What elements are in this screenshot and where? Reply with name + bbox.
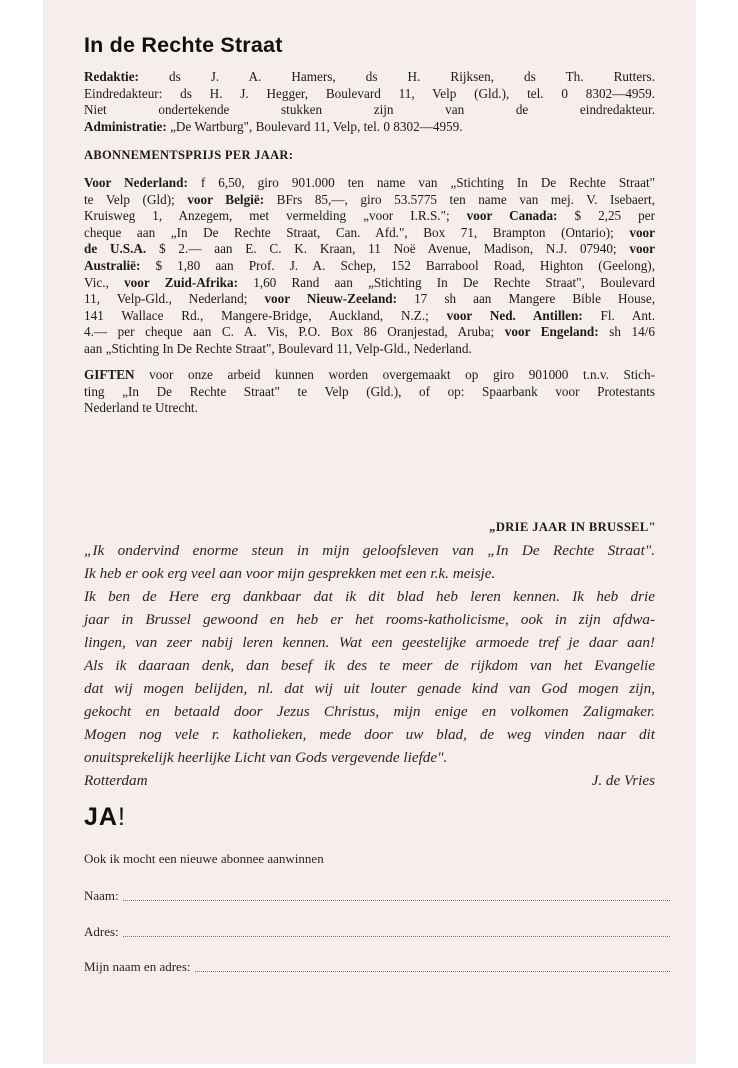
subscription-line (84, 291, 655, 308)
colophon (84, 69, 655, 135)
bold-label: voor Canada: (466, 208, 558, 224)
testimonial-line: gekocht en betaald door Jezus Christus, mijn enige en volkomen Zaligmaker. (84, 703, 655, 720)
testimonial-place: Rotterdam (84, 772, 148, 789)
text-segment: te Velp (Gld); (84, 191, 188, 207)
testimonial-line: Als ik daaraan denk, dan besef ik des te meer de rijkdom van het Evangelie (84, 657, 655, 674)
own-address-label: Mijn naam en adres: (84, 959, 191, 974)
bold-label: Voor Nederland: (84, 175, 188, 190)
form-heading (84, 803, 126, 832)
name-dotted-line[interactable] (123, 900, 670, 901)
bold-label: Australië: (84, 257, 141, 273)
subscription-prices (84, 175, 655, 358)
subscription-heading: ABONNEMENTSPRIJS PER JAAR: (84, 148, 294, 162)
text-segment: Niet ondertekende stukken zijn van de eindredakteur. (84, 102, 655, 118)
text-segment: voor onze arbeid kunnen worden overgemaakt op giro 901000 t.n.v. Stich- (134, 367, 655, 382)
text-segment: 1,60 Rand aan „Stichting In De Rechte Straat", Boulevard (237, 274, 656, 290)
text-segment: cheque aan „In De Rechte Straat, Can. Afd.", Box 71, Brampton (Ontario); (84, 224, 630, 240)
text-segment: „De Wartburg", Boulevard 11, Velp, tel. 0 8302—4959. (166, 118, 463, 134)
subscription-line (84, 324, 655, 341)
address-field[interactable] (84, 924, 670, 940)
form-heading-text: JA (84, 803, 118, 831)
testimonial-line: „Ik ondervind enorme steun in mijn geloofsleven van „In De Rechte Straat". (84, 542, 655, 559)
subscription-line (84, 225, 655, 242)
text-segment: Eindredakteur: ds H. J. Hegger, Boulevard 11, Velp (Gld.), tel. 0 8302—4959. (84, 85, 655, 101)
bold-label: Administratie: (84, 118, 167, 134)
subscription-line (84, 275, 655, 292)
subscription-line (84, 241, 655, 258)
text-segment: Nederland te Utrecht. (84, 400, 198, 416)
text-segment: 11, Velp-Gld., Nederland; (84, 291, 265, 307)
testimonial-line: dat wij mogen belijden, nl. dat wij uit louter genade kind van God mogen zijn, (84, 680, 655, 697)
subscription-line (84, 308, 655, 325)
colophon-line (84, 119, 655, 136)
address-dotted-line[interactable] (123, 936, 670, 937)
text-segment: Vic., (84, 274, 125, 290)
bold-label: voor Ned. Antillen: (446, 307, 583, 323)
bold-label: voor België: (187, 191, 265, 207)
subscription-line (84, 341, 655, 358)
form-intro: Ook ik mocht een nieuwe abonnee aanwinnen (84, 851, 324, 866)
testimonial-line: lingen, van zeer nabij leren kennen. Wat een geestelijke armoede tref je daar aan! (84, 634, 655, 651)
testimonial-line: Mogen nog vele r. katholieken, mede door uw blad, de weg vinden naar dit (84, 726, 655, 743)
name-label: Naam: (84, 888, 119, 903)
name-field[interactable] (84, 888, 670, 904)
text-segment: Fl. Ant. (582, 307, 655, 323)
testimonial-line: Ik heb er ook erg veel aan voor mijn gesprekken met een r.k. meisje. (84, 565, 496, 582)
text-segment: 4.— per cheque aan C. A. Vis, P.O. Box 86 Oranjestad, Aruba; (84, 324, 505, 340)
address-label: Adres: (84, 924, 119, 939)
text-segment: aan „Stichting In De Rechte Straat", Boulevard 11, Velp-Gld., Nederland. (84, 340, 472, 356)
gifts-line (84, 367, 655, 384)
text-segment: Kruisweg 1, Anzegem, met vermelding „voor I.R.S."; (84, 208, 467, 224)
text-segment: 17 sh aan Mangere Bible House, (397, 291, 655, 307)
testimonial-line: onuitsprekelijk heerlijke Licht van Gods vergevende liefde". (84, 749, 448, 766)
gifts-line (84, 400, 655, 417)
bold-label: Redaktie: (84, 69, 139, 84)
text-segment: ds J. A. Hamers, ds H. Rijksen, ds Th. Rutters. (138, 69, 655, 84)
testimonial-signature (84, 769, 655, 792)
subscription-line (84, 258, 655, 275)
testimonial (84, 539, 655, 792)
form-heading-mark: ! (117, 803, 126, 831)
bold-label: voor Zuid-Afrika: (124, 274, 238, 290)
text-segment: $ 2.— aan E. C. K. Kraan, 11 Noë Avenue, Madison, N.J. 07940; (146, 241, 630, 257)
testimonial-line: jaar in Brussel gewoond en heb er het rooms-katholicisme, ook in zijn afdwa- (84, 611, 655, 628)
own-address-dotted-line[interactable] (195, 971, 671, 972)
magazine-title: In de Rechte Straat (84, 33, 283, 57)
gifts-line (84, 384, 655, 401)
text-segment: sh 14/6 (598, 324, 655, 340)
colophon-line (84, 102, 655, 119)
bold-label: de U.S.A. (84, 241, 147, 257)
text-segment: f 6,50, giro 901.000 ten name van „Stichting In De Rechte Straat" (187, 175, 655, 190)
subscription-line (84, 175, 655, 192)
text-segment: BFrs 85,—, giro 53.5775 ten name van mej. V. Isebaert, (264, 191, 655, 207)
bold-label: voor (629, 224, 655, 240)
colophon-line (84, 86, 655, 103)
bold-label: voor Nieuw-Zeeland: (264, 291, 398, 307)
gifts-paragraph (84, 367, 655, 417)
bold-label: GIFTEN (84, 367, 135, 382)
text-segment: $ 2,25 per (557, 208, 655, 224)
own-address-field[interactable] (84, 959, 670, 975)
subscription-line (84, 192, 655, 209)
testimonial-author: J. de Vries (591, 772, 655, 789)
subscription-line (84, 208, 655, 225)
bold-label: voor Engeland: (504, 324, 599, 340)
text-segment: 141 Wallace Rd., Mangere-Bridge, Auckland, N.Z.; (84, 307, 447, 323)
colophon-line (84, 69, 655, 86)
text-segment: ting „In De Rechte Straat" te Velp (Gld.), of op: Spaarbank voor Protestants (84, 383, 655, 399)
testimonial-line: Ik ben de Here erg dankbaar dat ik dit blad heb leren kennen. Ik heb drie (84, 588, 655, 605)
text-segment: $ 1,80 aan Prof. J. A. Schep, 152 Barrabool Road, Highton (Geelong), (140, 257, 655, 273)
bold-label: voor (629, 241, 655, 257)
testimonial-title: „DRIE JAAR IN BRUSSEL" (489, 520, 656, 534)
